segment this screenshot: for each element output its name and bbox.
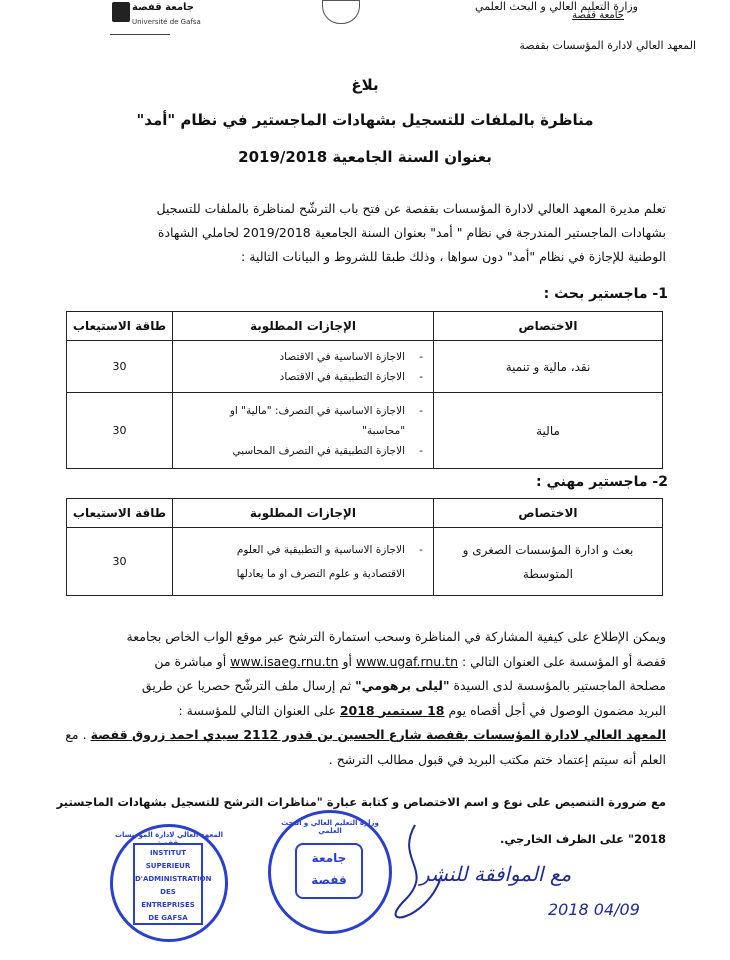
notice-heading: بلاغ [351,76,379,94]
stamp-inner-box: جامعة قفصة [295,843,363,899]
note-line: 2018" على الظرف الخارجي. [500,832,666,846]
specialty-cell: بعث و ادارة المؤسسات الصغرى و المتوسطة [433,528,662,596]
body-paragraph [46,625,666,772]
table-header-row [67,312,663,341]
link-ugaf[interactable]: www.ugaf.rnu.tn [355,653,459,669]
professional-masters-table [66,498,663,596]
intro-line: تعلم مديرة المعهد العالي لادارة المؤسسات بقفصة عن فتح باب الترشّح لمناظرة بالملفات للتسجيل [156,201,666,216]
header-specialty: الاختصاص [433,499,662,528]
degree-item: -الاجازة الاساسية في الاقتصاد [279,350,424,363]
research-masters-table [66,311,663,469]
logo-subtitle: Université de Gafsa [132,18,201,26]
institute-stamp: المعهد العالي لادارة المؤسسات بقفصة INSTITUT SUPERIEUR D'ADMINISTRATION DES ENTREPRISES DE GAFSA [110,824,228,942]
degree-item: الاقتصادية و علوم التصرف او ما يعادلها [236,567,405,580]
note-line: مع ضرورة التنصيص على نوع و اسم الاختصاص و كتابة عبارة "مناظرات الترشح للتسجيل بشهادات الماجستير [56,795,666,809]
stamp-inner-box: INSTITUT SUPERIEUR D'ADMINISTRATION DES ENTREPRISES DE GAFSA [133,843,203,925]
intro-line: بشهادات الماجستير المندرجة في نظام " أمد" بعنوان السنة الجامعية 2019/2018 لحاملي الشهادة [157,225,666,240]
university-stamp: وزارة التعليم العالي و البحث العلمي جامعة قفصة [268,810,392,934]
capacity-cell: 30 [67,393,173,469]
deadline-date: 18 سبتمبر 2018 [339,702,445,718]
capacity-cell: 30 [67,341,173,393]
section-research-title: 1- ماجستير بحث : [543,286,668,302]
academic-year: بعنوان السنة الجامعية 2019/2018 [238,148,492,166]
degree-item: -الاجازة التطبيقية في التصرف المحاسبي [232,444,424,457]
header-specialty: الاختصاص [434,312,663,341]
approval-handwriting: مع الموافقة للنشر [420,862,572,886]
logo-mark-icon [112,2,130,22]
degrees-cell [172,393,433,469]
degree-item: -الاجازة التطبيقية في الاقتصاد [279,370,424,383]
table-row [67,341,663,393]
postal-address: المعهد العالي لادارة المؤسسات بقفصة شارع الحسين بن قدور 2112 سيدي احمد زروق قفصة [90,727,666,742]
institute-name: المعهد العالي لادارة المؤسسات بقفصة [519,39,696,52]
national-emblem-icon [322,0,360,24]
signature-icon [385,820,445,930]
header-degrees: الإجازات المطلوبة [172,499,433,528]
body-line: مصلحة الماجستير بالمؤسسة لدى السيدة "ليلى برهومي" ثم إرسال ملف الترشّح حصريا عن طريق [141,678,666,693]
degree-item: "محاسبة" [362,424,406,437]
contact-person: "ليلى برهومي" [355,678,450,693]
degree-item: -الاجازة الاساسية و التطبيقية في العلوم [236,543,423,556]
body-line: العلم أنه سيتم إعتماد ختم مكتب البريد في قبول مطالب الترشح . [328,751,666,767]
body-line: ويمكن الإطلاع على كيفية المشاركة في المناظرة وسحب استمارة الترشح عبر موقع الواب الخاص بجامعة [126,629,666,644]
intro-paragraph [46,197,666,269]
university-logo [110,0,201,35]
table-row [67,393,663,469]
body-line: البريد مضمون الوصول في أجل أقصاه يوم 18 سبتمبر 2018 على العنوان التالي للمؤسسة : [178,702,666,718]
header-degrees: الإجازات المطلوبة [172,312,433,341]
body-line: المعهد العالي لادارة المؤسسات بقفصة شارع الحسين بن قدور 2112 سيدي احمد زروق قفصة . مع [65,727,666,742]
header-capacity: طاقة الاستيعاب [67,499,173,528]
header-capacity: طاقة الاستيعاب [67,312,173,341]
university-name: جامعة قفصة [572,10,624,21]
intro-line: الوطنية للإجازة في نظام "أمد" دون سواها ، وذلك طبقا للشروط و البيانات التالية : [241,249,666,264]
degrees-cell [172,528,433,596]
capacity-cell: 30 [67,528,173,596]
page-title: مناظرة بالملفات للتسجيل بشهادات الماجستير في نظام "أمد" [136,111,594,129]
body-line: قفصة أو المؤسسة على العنوان التالي : www.ugaf.rnu.tn أو www.isaeg.rnu.tn أو مباشرة من [154,653,666,669]
ministry-name: وزارة التعليم العالي و البحث العلمي [475,0,638,13]
specialty-cell: نقد، مالية و تنمية [434,341,663,393]
handwritten-date: 2018 04/09 [548,900,640,919]
logo-title: جامعة قفصة [132,2,195,13]
link-isaeg[interactable]: www.isaeg.rnu.tn [230,653,339,669]
specialty-cell: مالية [434,393,663,469]
table-row [67,528,663,596]
degrees-cell [172,341,433,393]
table-header-row [67,499,663,528]
section-professional-title: 2- ماجستير مهني : [536,474,668,490]
degree-item: -الاجازة الاساسية في التصرف: "مالية" او [229,404,424,417]
